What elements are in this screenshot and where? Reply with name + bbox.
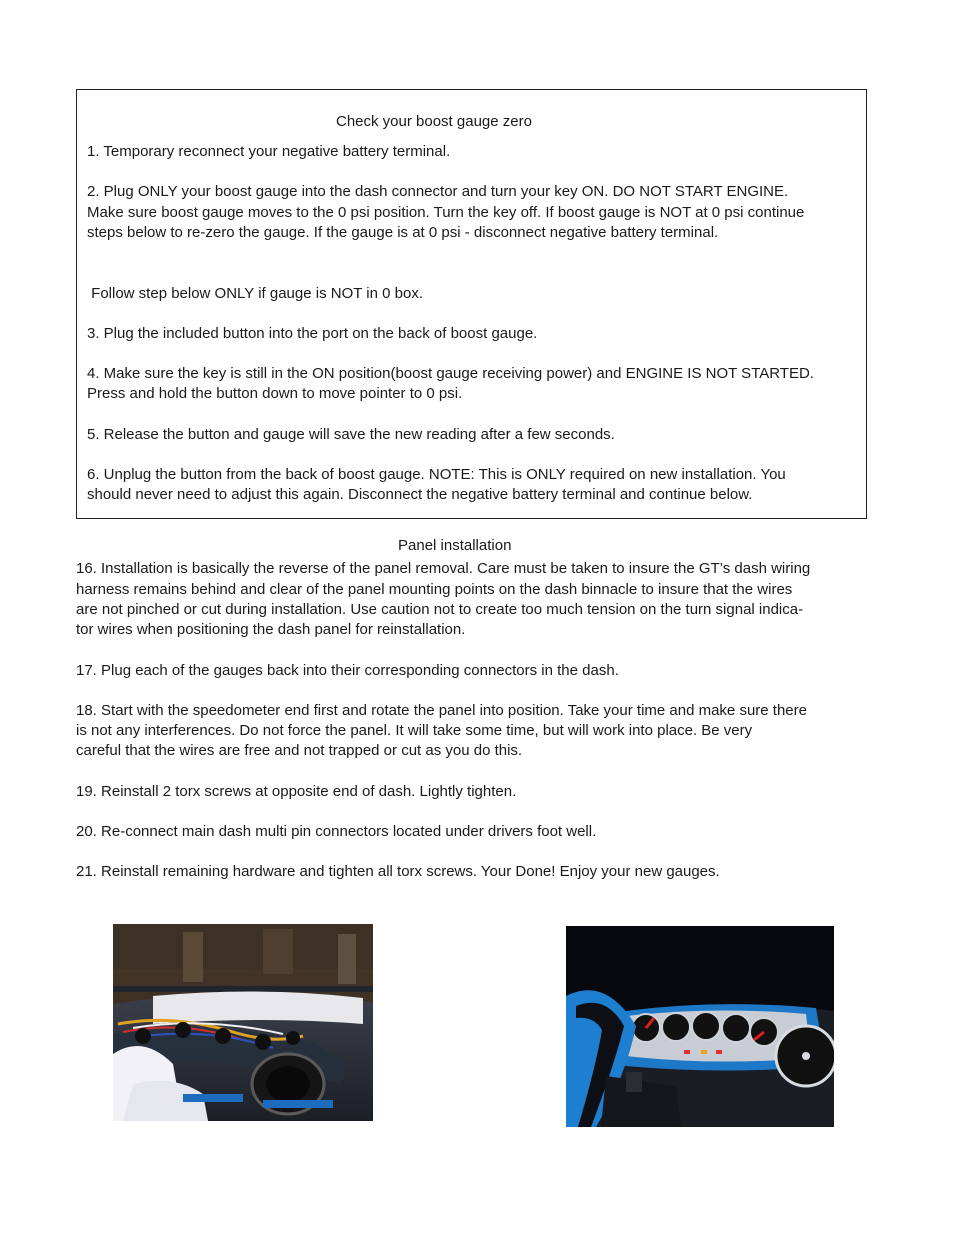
panel-step-16-line-4: tor wires when positioning the dash panel for reinstallation. bbox=[76, 621, 466, 638]
photo-installed-gauges bbox=[566, 926, 834, 1127]
panel-step-17: 17. Plug each of the gauges back into their corresponding connectors in the dash. bbox=[76, 662, 619, 679]
panel-step-16-line-1: 16. Installation is basically the reverse of the panel removal. Care must be taken to insure the GT’s dash wiring bbox=[76, 560, 811, 577]
boost-step-1: 1. Temporary reconnect your negative battery terminal. bbox=[87, 143, 451, 160]
panel-installation-title: Panel installation bbox=[398, 537, 512, 554]
boost-step-3: 3. Plug the included button into the port on the back of boost gauge. bbox=[87, 325, 538, 342]
boost-step-2-line-2: Make sure boost gauge moves to the 0 psi position. Turn the key off. If boost gauge is NOT at 0 psi continue bbox=[87, 204, 805, 221]
panel-step-20: 20. Re-connect main dash multi pin connectors located under drivers foot well. bbox=[76, 823, 597, 840]
boost-step-6-line-1: 6. Unplug the button from the back of boost gauge. NOTE: This is ONLY required on new installation. You bbox=[87, 466, 786, 483]
boost-box-title: Check your boost gauge zero bbox=[336, 113, 532, 130]
panel-step-18-line-3: careful that the wires are free and not trapped or cut as you do this. bbox=[76, 742, 523, 759]
boost-step-4-line-2: Press and hold the button down to move pointer to 0 psi. bbox=[87, 385, 463, 402]
photo-dash-wiring bbox=[113, 924, 373, 1121]
panel-step-19: 19. Reinstall 2 torx screws at opposite end of dash. Lightly tighten. bbox=[76, 783, 517, 800]
boost-step-5: 5. Release the button and gauge will save the new reading after a few seconds. bbox=[87, 426, 615, 443]
panel-step-18-line-1: 18. Start with the speedometer end first and rotate the panel into position. Take your time and make sure there bbox=[76, 702, 807, 719]
boost-step-2-line-1: 2. Plug ONLY your boost gauge into the dash connector and turn your key ON. DO NOT START ENGINE. bbox=[87, 183, 789, 200]
panel-step-21: 21. Reinstall remaining hardware and tighten all torx screws. Your Done! Enjoy your new gauges. bbox=[76, 863, 720, 880]
panel-step-16-line-2: harness remains behind and clear of the panel mounting points on the dash binnacle to insure that the wires bbox=[76, 581, 793, 598]
panel-step-18-line-2: is not any interferences. Do not force the panel. It will take some time, but will work into place. Be very bbox=[76, 722, 753, 739]
panel-step-16-line-3: are not pinched or cut during installation. Use caution not to create too much tension on the turn signal indica- bbox=[76, 601, 804, 618]
boost-step-6-line-2: should never need to adjust this again. Disconnect the negative battery terminal and continue below. bbox=[87, 486, 753, 503]
boost-step-4-line-1: 4. Make sure the key is still in the ON position(boost gauge receiving power) and ENGINE IS NOT STARTED. bbox=[87, 365, 814, 382]
boost-step-2-line-3: steps below to re-zero the gauge. If the gauge is at 0 psi - disconnect negative battery terminal. bbox=[87, 224, 719, 241]
boost-note: Follow step below ONLY if gauge is NOT in 0 box. bbox=[87, 285, 423, 302]
boost-gauge-instructions-box bbox=[76, 89, 867, 519]
